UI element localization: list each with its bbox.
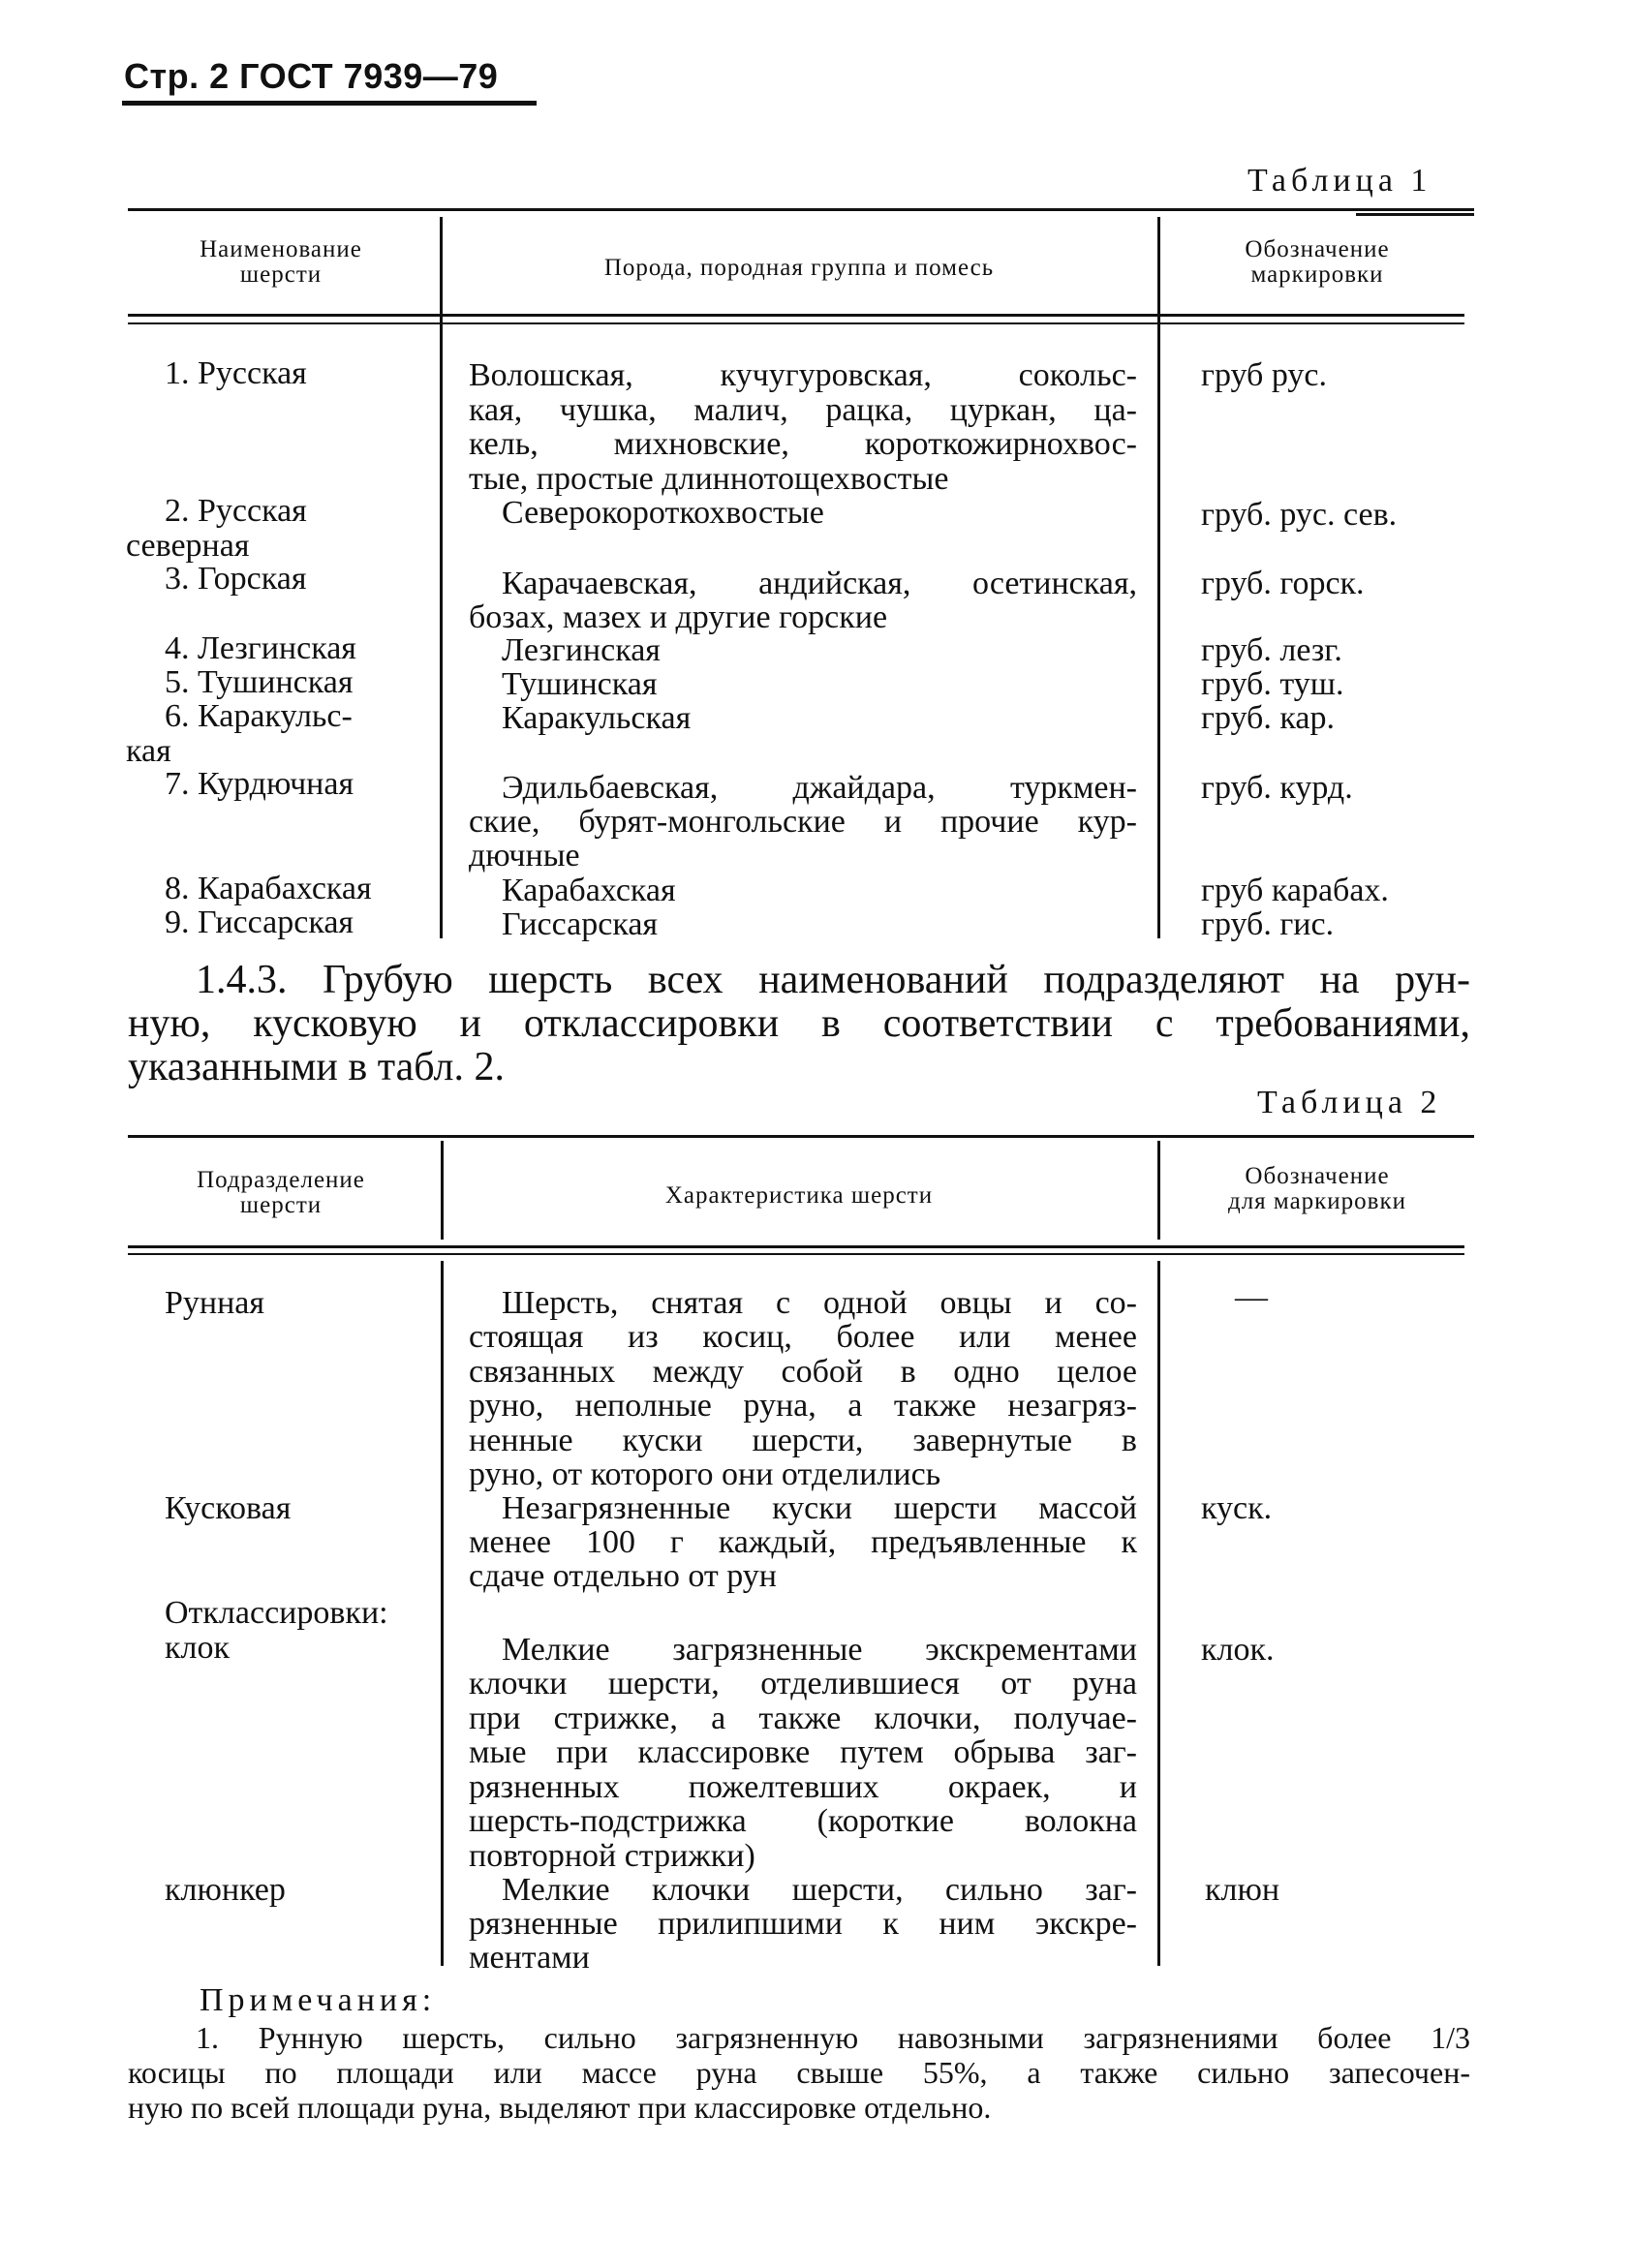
note-line1: 1. Рунную шерсть, сильно загрязненную навозными загрязнениями более 1/3 xyxy=(196,2020,1470,2055)
table2-row1-desc-l2: стоящая из косиц, более или менее xyxy=(469,1319,1137,1355)
table1-row1-breed-last: тые, простые длиннотощехвостые xyxy=(469,461,949,497)
table2-header-mark xyxy=(1172,1164,1463,1214)
table1-row6-name-l1: 6. Каракульс- xyxy=(165,698,353,734)
table2-header-name-line2: шерсти xyxy=(239,1192,323,1218)
table1-row6-name xyxy=(126,698,353,769)
table2-row3-name-l1: Отклассировки: xyxy=(165,1595,388,1631)
table1-row3-breed: Карачаевская, андийская, осетинская, xyxy=(502,566,1137,601)
table1-header-mark-line1: Обозначение xyxy=(1245,236,1390,262)
table1-row2-breed: Северокороткохвостые xyxy=(502,495,824,531)
paragraph-143-line1: 1.4.3. Грубую шерсть всех наименований подразделяют на рун- xyxy=(196,958,1470,1002)
table1-caption: Таблица 1 xyxy=(1247,163,1432,199)
table1-row1-breed-l3: кель, михновские, короткожирнохвос- xyxy=(469,426,1137,462)
table1-header-mark xyxy=(1172,237,1463,288)
table2-row2-desc-l3: сдаче отдельно от рун xyxy=(469,1558,777,1594)
table1-row9-mark: груб. гис. xyxy=(1201,906,1335,942)
table1-row5-name: 5. Тушинская xyxy=(165,664,354,700)
table1-row6-name-l2: кая xyxy=(126,732,171,769)
table1-header-name-line1: Наименование xyxy=(200,236,362,262)
table1-header-breed: Порода, породная группа и помесь xyxy=(603,255,995,281)
table1-row2-name-l1: 2. Русская xyxy=(165,493,307,529)
table1-row3-breed-last: бозах, мазех и другие горские xyxy=(469,599,888,635)
table1-row6-breed: Каракульская xyxy=(502,700,692,736)
table1-row8-name: 8. Карабахская xyxy=(165,871,372,906)
table2-row2-mark: куск. xyxy=(1201,1490,1273,1526)
table2-row1-name: Рунная xyxy=(165,1285,265,1321)
notes-title: Примечания: xyxy=(200,1982,437,2018)
table2-row2-desc-l2: менее 100 г каждый, предъявленные к xyxy=(469,1524,1137,1560)
table2-row3-desc-l1: Мелкие загрязненные экскрементами xyxy=(502,1632,1137,1668)
table2-row4-desc-l1: Мелкие клочки шерсти, сильно заг- xyxy=(502,1872,1137,1908)
table2-header-name-line1: Подразделение xyxy=(197,1167,365,1193)
table1-row3-name: 3. Горская xyxy=(165,561,307,597)
table2-top-rule xyxy=(128,1135,1474,1138)
note-line3: ную по всей площади руна, выделяют при классировке отдельно. xyxy=(128,2090,992,2125)
table1-row4-mark: груб. лезг. xyxy=(1201,632,1342,668)
table2-header-mark-line2: для маркировки xyxy=(1227,1188,1407,1214)
table1-row7-mark: груб. курд. xyxy=(1201,770,1353,806)
table2-row1-desc-l3: связанных между собой в одно целое xyxy=(469,1353,1137,1390)
table1-row7-breed: Эдильбаевская, джайдара, туркмен- xyxy=(502,770,1137,806)
table2-header-rule xyxy=(128,1245,1464,1248)
table2-row3-desc-l3: при стрижке, а также клочки, получае- xyxy=(469,1700,1137,1736)
table1-row9-breed: Гиссарская xyxy=(502,906,659,942)
table2-header-divider-1 xyxy=(441,1141,444,1240)
table1-row1-breed xyxy=(469,358,1137,462)
table2-row3-desc-l5: рязненных пожелтевших окраек, и xyxy=(469,1768,1137,1805)
table2-row1-mark: — xyxy=(1235,1279,1268,1315)
table2-caption: Таблица 2 xyxy=(1257,1085,1442,1120)
table1-row2-mark: груб. рус. сев. xyxy=(1201,497,1398,533)
table2-row1-desc xyxy=(469,1320,1137,1457)
table2-row1-desc-l5: ненные куски шерсти, завернутые в xyxy=(469,1422,1137,1458)
table2-row3-name xyxy=(165,1596,388,1665)
table2-header-name xyxy=(136,1168,426,1218)
table1-row5-mark: груб. туш. xyxy=(1201,666,1344,702)
table1-header-name-line2: шерсти xyxy=(239,261,323,288)
table1-row1-mark: груб рус. xyxy=(1201,357,1327,393)
table2-row3-desc-last: повторной стрижки) xyxy=(469,1838,755,1874)
table1-header-rule xyxy=(128,314,1464,317)
table1-header-rule-2 xyxy=(128,322,1464,324)
table1-caption-rule xyxy=(1356,213,1474,216)
paragraph-143-line3: указанными в табл. 2. xyxy=(128,1045,505,1089)
table2-col-divider-1 xyxy=(441,1261,444,1966)
table2-row2-name: Кусковая xyxy=(165,1490,292,1526)
table2-row4-desc-l2: рязненные прилипшими к ним экскре- xyxy=(469,1906,1137,1942)
table1-row3-mark: груб. горск. xyxy=(1201,566,1365,601)
table1-row4-name: 4. Лезгинская xyxy=(165,630,356,666)
table2-row3-desc-l6: шерсть-подстрижка (короткие волокна xyxy=(469,1803,1137,1839)
table2-row3-desc-l4: мые при классировке путем обрыва заг- xyxy=(469,1734,1137,1770)
table2-header-rule-2 xyxy=(128,1253,1464,1255)
table1-row7-breed-l2: ские, бурят-монгольские и прочие кур- xyxy=(469,804,1137,840)
table1-row1-breed-l1: Волошская, кучугуровская, сокольс- xyxy=(469,357,1137,393)
table2-row1-desc-last: руно, от которого они отделились xyxy=(469,1456,941,1492)
table1-row1-breed-l2: кая, чушка, малич, рацка, цуркан, ца- xyxy=(469,391,1137,428)
page-header: Стр. 2 ГОСТ 7939—79 xyxy=(124,56,499,96)
header-rule xyxy=(122,101,537,106)
table1-top-rule xyxy=(128,208,1474,211)
table1-row7-breed-l3: дючные xyxy=(469,838,580,873)
table2-header-desc: Характеристика шерсти xyxy=(664,1182,934,1209)
table1-row5-breed: Тушинская xyxy=(502,666,658,702)
table1-col-divider-1 xyxy=(440,217,443,938)
table1-row6-mark: груб. кар. xyxy=(1201,700,1335,736)
table2-row3-mark: клок. xyxy=(1201,1632,1275,1668)
table1-header-mark-line2: маркировки xyxy=(1250,261,1384,288)
table1-row7-name: 7. Курдючная xyxy=(165,766,354,802)
table2-row3-name-l2: клок xyxy=(165,1629,231,1666)
table1-row8-breed: Карабахская xyxy=(502,873,676,908)
table2-row2-desc-l1: Незагрязненные куски шерсти массой xyxy=(502,1490,1137,1526)
table2-row4-mark: клюн xyxy=(1205,1872,1280,1908)
table1-row1-name: 1. Русская xyxy=(165,355,307,391)
table2-row1-desc-l1: Шерсть, снятая с одной овцы и со- xyxy=(502,1285,1137,1321)
paragraph-143-line2: ную, кусковую и отклассировки в соответствии с требованиями, xyxy=(128,1001,1470,1046)
table2-header-mark-line1: Обозначение xyxy=(1245,1163,1390,1189)
table2-col-divider-2 xyxy=(1157,1261,1160,1966)
table1-row9-name: 9. Гиссарская xyxy=(165,904,354,940)
table1-row2-name-l2: северная xyxy=(126,527,250,564)
table2-row4-name: клюнкер xyxy=(165,1872,286,1908)
table2-row3-desc xyxy=(469,1667,1137,1839)
table1-row2-name xyxy=(126,493,307,564)
table1-col-divider-2 xyxy=(1157,217,1160,938)
table2-row1-desc-l4: руно, неполные руна, а также незагряз- xyxy=(469,1388,1137,1424)
table2-row4-desc-l3: ментами xyxy=(469,1940,590,1976)
table1-row8-mark: груб карабах. xyxy=(1201,873,1389,908)
note-line2: косицы по площади или массе руна свыше 55%, а также сильно запесочен- xyxy=(128,2055,1470,2090)
table1-row4-breed: Лезгинская xyxy=(502,632,661,668)
table2-header-divider-2 xyxy=(1157,1141,1160,1240)
table1-header-name xyxy=(136,237,426,288)
table2-row3-desc-l2: клочки шерсти, отделившиеся от руна xyxy=(469,1666,1137,1701)
